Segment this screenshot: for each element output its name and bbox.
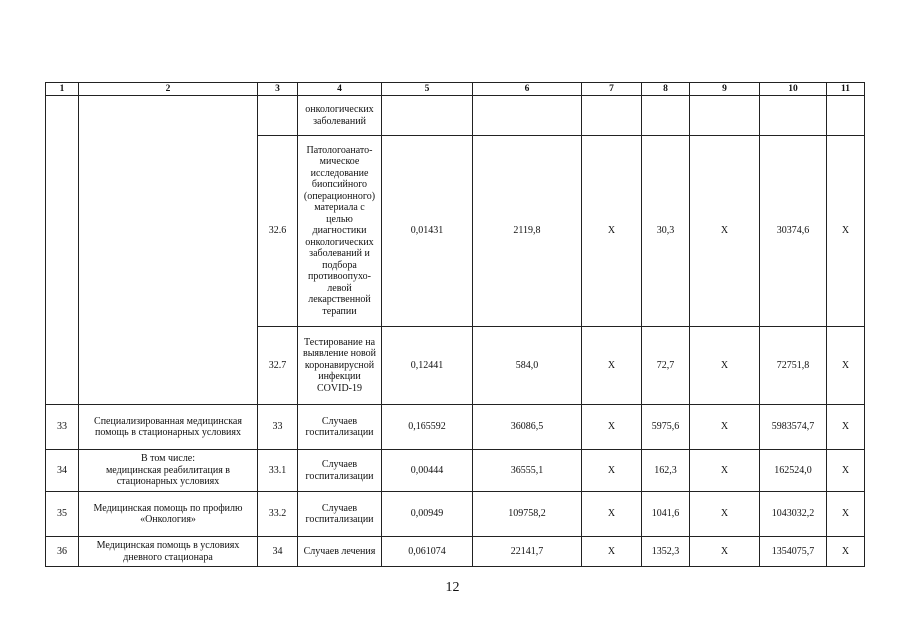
cell-code: 33.1 <box>258 450 298 492</box>
cell-code: 32.6 <box>258 136 298 327</box>
table-row <box>46 492 865 537</box>
cell-value: 162524,0 <box>760 450 827 492</box>
cell-value: 30374,6 <box>760 136 827 327</box>
cell-value: 22141,7 <box>473 537 582 567</box>
cell-value: X <box>582 537 642 567</box>
cell-value: 1354075,7 <box>760 537 827 567</box>
cell-unit: Случаев лечения <box>298 537 382 567</box>
header-cell: 2 <box>79 83 258 96</box>
cell-value: 1043032,2 <box>760 492 827 537</box>
table-row <box>46 537 865 567</box>
tariff-table <box>45 82 865 567</box>
table-header-row <box>46 83 865 96</box>
cell-value: X <box>690 492 760 537</box>
name-line: В том числе: <box>140 453 196 465</box>
cell-value: X <box>582 327 642 405</box>
cell-value: 1041,6 <box>642 492 690 537</box>
cell-value: 1352,3 <box>642 537 690 567</box>
cell-unit: Случаев госпитализации <box>298 450 382 492</box>
cell-unit: Случаев госпитализации <box>298 405 382 450</box>
cell-value: X <box>827 136 865 327</box>
cell-value: X <box>827 405 865 450</box>
cell-empty <box>642 96 690 136</box>
page-number: 12 <box>445 580 460 595</box>
cell-empty <box>690 96 760 136</box>
cell-empty <box>473 96 582 136</box>
cell-code: 33.2 <box>258 492 298 537</box>
cell-value: 584,0 <box>473 327 582 405</box>
cell-value: 72,7 <box>642 327 690 405</box>
header-cell: 8 <box>642 83 690 96</box>
cell-value: X <box>582 450 642 492</box>
cell-name <box>79 450 258 492</box>
name-line: медицинская реабилитация в стационарных условиях <box>105 464 231 488</box>
header-cell: 6 <box>473 83 582 96</box>
cell-value: 0,12441 <box>382 327 473 405</box>
cell-code: 32.7 <box>258 327 298 405</box>
cell-value: 30,3 <box>642 136 690 327</box>
cell-row-number: 36 <box>46 537 79 567</box>
cell-value: 0,061074 <box>382 537 473 567</box>
cell-value: X <box>690 327 760 405</box>
cell-empty <box>827 96 865 136</box>
table-row <box>46 450 865 492</box>
header-cell: 4 <box>298 83 382 96</box>
cell-value: 36086,5 <box>473 405 582 450</box>
cell-name: Специализированная медицинская помощь в стационарных условиях <box>79 405 258 450</box>
cell-value: X <box>827 537 865 567</box>
table-row <box>46 405 865 450</box>
cell-name: Медицинская помощь в условиях дневного стационара <box>79 537 258 567</box>
cell-value: X <box>582 492 642 537</box>
cell-empty <box>79 96 258 405</box>
cell-empty <box>46 96 79 405</box>
header-cell: 5 <box>382 83 473 96</box>
cell-unit: Тестирование на выявление новой коронавирусной инфекции COVID-19 <box>298 327 382 405</box>
cell-value: 109758,2 <box>473 492 582 537</box>
header-cell: 11 <box>827 83 865 96</box>
cell-value: 162,3 <box>642 450 690 492</box>
cell-row-number: 34 <box>46 450 79 492</box>
header-cell: 3 <box>258 83 298 96</box>
cell-name: Медицинская помощь по профилю «Онкология» <box>79 492 258 537</box>
header-cell: 9 <box>690 83 760 96</box>
cell-value: X <box>690 537 760 567</box>
cell-value: X <box>827 492 865 537</box>
cell-value: 0,00444 <box>382 450 473 492</box>
header-cell: 7 <box>582 83 642 96</box>
cell-row-number: 33 <box>46 405 79 450</box>
cell-value: 0,165592 <box>382 405 473 450</box>
cell-empty <box>382 96 473 136</box>
header-cell: 10 <box>760 83 827 96</box>
cell-unit: Патологоанатомическое исследование биопсийного (операционного) материала с целью диагностики онкологических заболеваний и подбора противоопухолевой лекарственной терапии <box>298 136 382 327</box>
cell-code: 34 <box>258 537 298 567</box>
cell-value: X <box>582 405 642 450</box>
cell-value: X <box>827 327 865 405</box>
cell-value: X <box>690 450 760 492</box>
cell-value: X <box>690 405 760 450</box>
cell-empty <box>258 96 298 136</box>
cell-row-number: 35 <box>46 492 79 537</box>
cell-unit: Случаев госпитализации <box>298 492 382 537</box>
cell-value: 72751,8 <box>760 327 827 405</box>
cell-value: X <box>582 136 642 327</box>
cell-empty <box>760 96 827 136</box>
cell-value: X <box>827 450 865 492</box>
table-row <box>46 96 865 136</box>
cell-value: 36555,1 <box>473 450 582 492</box>
cell-value: 5983574,7 <box>760 405 827 450</box>
cell-value: X <box>690 136 760 327</box>
cell-empty <box>582 96 642 136</box>
cell-value: 5975,6 <box>642 405 690 450</box>
cell-unit: онкологических заболеваний <box>298 96 382 136</box>
cell-value: 0,00949 <box>382 492 473 537</box>
cell-code: 33 <box>258 405 298 450</box>
cell-value: 0,01431 <box>382 136 473 327</box>
cell-value: 2119,8 <box>473 136 582 327</box>
header-cell: 1 <box>46 83 79 96</box>
